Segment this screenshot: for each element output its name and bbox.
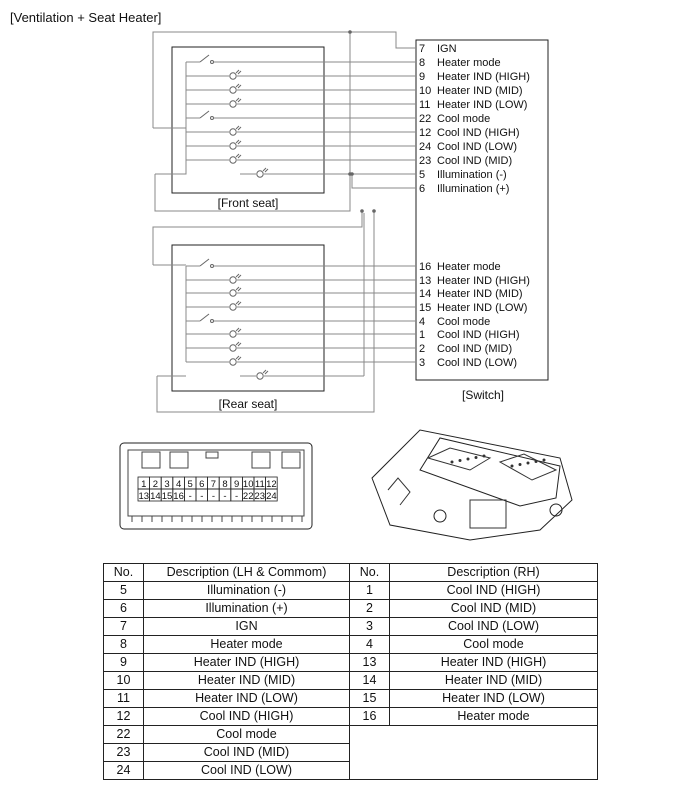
connector-pin-label: 15 [161, 491, 173, 502]
connector-pin-label: 13 [138, 491, 150, 502]
led-ray [238, 99, 241, 102]
cell-no-lh: 9 [104, 654, 144, 672]
connector-pin-label: 2 [152, 479, 159, 490]
rear-seat-label: [Rear seat] [218, 397, 278, 411]
indicator-dot [451, 461, 454, 464]
pin-name: Heater IND (HIGH) [437, 71, 530, 83]
pin-number: 7 [419, 43, 426, 55]
cell-desc-lh: Heater IND (MID) [144, 672, 350, 690]
led-body [230, 87, 236, 93]
led-ray [236, 98, 239, 101]
cell-desc-rh: Heater IND (LOW) [390, 690, 598, 708]
connector-pin-label: 9 [233, 479, 240, 490]
led-icon [230, 126, 241, 135]
pin-description-table [103, 563, 598, 780]
led-body [230, 345, 236, 351]
connector-pin-label: 8 [222, 479, 228, 490]
led-icon [230, 98, 241, 107]
indicator-dot [511, 465, 514, 468]
switch-unit-illustration [372, 430, 572, 540]
switch-blade [200, 259, 209, 266]
cell-desc-rh: Cool IND (LOW) [390, 618, 598, 636]
pin-number: 1 [419, 329, 426, 341]
pin-number: 2 [419, 343, 426, 355]
led-ray [236, 84, 239, 87]
led-ray [238, 71, 241, 74]
led-ray [236, 126, 239, 129]
cell-no-lh: 5 [104, 582, 144, 600]
pin-name: Illumination (-) [437, 169, 507, 181]
pin-name: Cool IND (LOW) [437, 141, 518, 153]
junction-dot [348, 30, 352, 34]
cell-no-lh: 11 [104, 690, 144, 708]
led-icon [230, 287, 241, 296]
pin-number: 14 [419, 288, 432, 300]
cell-no-lh: 24 [104, 762, 144, 780]
cell-desc-rh: Heater mode [390, 708, 598, 726]
cell-desc-rh: Cool IND (MID) [390, 600, 598, 618]
table-row [104, 600, 598, 618]
cell-no-rh: 4 [350, 636, 390, 654]
cell-no-lh: 10 [104, 672, 144, 690]
pin-name: Cool IND (MID) [437, 343, 513, 355]
pin-number: 11 [419, 99, 431, 111]
led-body [230, 157, 236, 163]
led-ray [236, 154, 239, 157]
pin-number: 23 [419, 155, 432, 167]
led-body [230, 304, 236, 310]
header-desc-lh: Description (LH & Commom) [144, 564, 350, 582]
connector-pin-label: 23 [254, 491, 266, 502]
cell-no-rh: 15 [350, 690, 390, 708]
led-icon [230, 70, 241, 79]
switch-blade [200, 111, 209, 118]
led-ray [263, 370, 266, 373]
indicator-dot [519, 463, 522, 466]
led-body [230, 143, 236, 149]
switch-icon [200, 314, 214, 323]
connector-pin-label: - [235, 491, 239, 502]
right-button [500, 454, 556, 480]
pin-name: Heater IND (MID) [437, 288, 523, 300]
table-row [104, 636, 598, 654]
connector-pin-label: 3 [164, 479, 170, 490]
pin-number: 8 [419, 57, 426, 69]
led-ray [238, 155, 241, 158]
table-row [104, 690, 598, 708]
junction-dot [350, 172, 354, 176]
cell-desc-lh: IGN [144, 618, 350, 636]
diagram-heading: [Ventilation + Seat Heater] [10, 10, 162, 25]
led-ray [236, 287, 239, 290]
pin-name: Illumination (+) [437, 183, 510, 195]
cell-no-rh: 14 [350, 672, 390, 690]
pin-number: 10 [419, 85, 432, 97]
connector-pin-label: 5 [187, 479, 193, 490]
table-row [104, 654, 598, 672]
led-icon [230, 84, 241, 93]
led-ray [238, 127, 241, 130]
led-ray [238, 302, 241, 305]
led-ray [265, 169, 268, 172]
led-ray [238, 329, 241, 332]
table-row [104, 618, 598, 636]
pin-name: Cool mode [437, 113, 491, 125]
pin-name: Cool IND (LOW) [437, 357, 518, 369]
switch-label: [Switch] [461, 388, 505, 402]
led-ray [238, 275, 241, 278]
connector-pin-label: 6 [199, 479, 205, 490]
indicator-dot [467, 458, 470, 461]
pin-number: 9 [419, 71, 426, 83]
connector-pin-label: 10 [242, 479, 254, 490]
led-icon [230, 342, 241, 351]
switch-blade [200, 55, 209, 62]
front-seat-label: [Front seat] [217, 196, 279, 210]
led-icon [230, 328, 241, 337]
pin-name: Cool IND (HIGH) [437, 329, 520, 341]
header-desc-rh: Description (RH) [390, 564, 598, 582]
junction-dot [372, 209, 376, 213]
led-icon [230, 301, 241, 310]
pin-number: 12 [419, 127, 432, 139]
cell-no-lh: 8 [104, 636, 144, 654]
led-ray [238, 141, 241, 144]
pin-number: 22 [419, 113, 432, 125]
connector-pin-label: - [211, 491, 215, 502]
led-body [257, 171, 263, 177]
connector-pin-label: 16 [173, 491, 184, 502]
indicator-dot [527, 462, 530, 465]
connector-latch [142, 452, 160, 468]
connector-pin-label: 1 [141, 479, 147, 490]
cell-desc-lh: Heater IND (HIGH) [144, 654, 350, 672]
led-ray [238, 288, 241, 291]
cell-no-lh: 22 [104, 726, 144, 744]
cell-desc-rh: Cool IND (HIGH) [390, 582, 598, 600]
connector-pin-label: - [223, 491, 227, 502]
connector-pin-label: 11 [254, 479, 265, 490]
pin-number: 3 [419, 357, 426, 369]
indicator-dot [475, 456, 478, 459]
mount-screw [434, 510, 446, 522]
led-ray [265, 371, 268, 374]
pin-number: 6 [419, 183, 426, 195]
connector-pin-label: 14 [150, 491, 161, 502]
led-icon [257, 168, 268, 177]
led-icon [230, 154, 241, 163]
switch-contact [211, 320, 214, 323]
led-ray [263, 168, 266, 171]
led-ray [238, 343, 241, 346]
led-body [230, 101, 236, 107]
pin-name: Heater mode [437, 57, 501, 69]
cell-no-rh: 2 [350, 600, 390, 618]
indicator-dot [535, 460, 538, 463]
connector-pin-label: 4 [175, 479, 182, 490]
front-seat-box [172, 47, 324, 193]
table-row [104, 726, 598, 744]
pin-number: 15 [419, 302, 432, 314]
pin-number: 4 [419, 316, 426, 328]
switch-contact [211, 61, 214, 64]
led-ray [238, 357, 241, 360]
switch-top-face [420, 438, 560, 506]
led-ray [236, 328, 239, 331]
led-ray [238, 85, 241, 88]
cell-desc-rh: Heater IND (HIGH) [390, 654, 598, 672]
switch-contact [211, 117, 214, 120]
wire [155, 32, 350, 211]
connector-pin-label: - [200, 491, 204, 502]
cell-desc-lh: Illumination (-) [144, 582, 350, 600]
header-no-lh: No. [104, 564, 144, 582]
table-header-row [104, 564, 598, 582]
connector-pin-label: 24 [266, 491, 277, 502]
connector-key [206, 452, 218, 458]
cell-no-rh: 16 [350, 708, 390, 726]
bracket [388, 478, 410, 505]
connector-latch [282, 452, 300, 468]
table-row [104, 672, 598, 690]
connector-pin-label: - [188, 491, 192, 502]
pin-name: IGN [437, 43, 457, 55]
pin-number: 5 [419, 169, 426, 181]
cell-desc-lh: Cool mode [144, 726, 350, 744]
led-body [230, 129, 236, 135]
switch-icon [200, 111, 214, 120]
cell-no-lh: 12 [104, 708, 144, 726]
header-no-rh: No. [350, 564, 390, 582]
switch-icon [200, 55, 214, 64]
led-ray [236, 70, 239, 73]
led-icon [257, 370, 268, 379]
pin-number: 24 [419, 141, 432, 153]
pin-name: Cool mode [437, 316, 491, 328]
led-body [230, 331, 236, 337]
rear-ign-wire [153, 211, 362, 265]
pin-name: Cool IND (HIGH) [437, 127, 520, 139]
empty-cell [350, 726, 598, 780]
junction-dot [360, 209, 364, 213]
switch-contact [211, 265, 214, 268]
cell-desc-rh: Heater IND (MID) [390, 672, 598, 690]
pin-number: 13 [419, 275, 432, 287]
pin-name: Heater IND (LOW) [437, 99, 528, 111]
cell-desc-lh: Heater mode [144, 636, 350, 654]
pin-name: Heater IND (HIGH) [437, 275, 530, 287]
led-ray [236, 274, 239, 277]
led-ray [236, 140, 239, 143]
led-ray [236, 301, 239, 304]
cell-desc-lh: Cool IND (LOW) [144, 762, 350, 780]
connector-pin-label: 7 [210, 479, 217, 490]
cell-no-lh: 6 [104, 600, 144, 618]
led-ray [236, 342, 239, 345]
switch-housing [372, 430, 572, 540]
connector-latch [252, 452, 270, 468]
cell-desc-rh: Cool mode [390, 636, 598, 654]
wire [155, 160, 186, 174]
switch-icon [200, 259, 214, 268]
led-icon [230, 140, 241, 149]
cell-no-rh: 13 [350, 654, 390, 672]
indicator-dot [483, 455, 486, 458]
led-body [230, 73, 236, 79]
left-button [428, 448, 490, 470]
pin-name: Heater IND (LOW) [437, 302, 528, 314]
cell-no-lh: 23 [104, 744, 144, 762]
led-body [230, 277, 236, 283]
indicator-dot [543, 459, 546, 462]
led-body [257, 373, 263, 379]
mount-screw [550, 504, 562, 516]
cell-no-rh: 3 [350, 618, 390, 636]
led-body [230, 359, 236, 365]
illum-wire [352, 174, 416, 188]
cell-desc-lh: Heater IND (LOW) [144, 690, 350, 708]
table-row [104, 708, 598, 726]
connector-face [120, 443, 312, 529]
connector-pin-label: 22 [242, 491, 254, 502]
led-icon [230, 356, 241, 365]
cell-desc-lh: Cool IND (MID) [144, 744, 350, 762]
pin-name: Cool IND (MID) [437, 155, 513, 167]
rear-illum-wire [157, 211, 374, 412]
indicator-dot [459, 459, 462, 462]
led-ray [236, 356, 239, 359]
switch-connector [470, 500, 506, 528]
cell-desc-lh: Cool IND (HIGH) [144, 708, 350, 726]
switch-blade [200, 314, 209, 321]
ign-wire [153, 32, 416, 128]
cell-no-lh: 7 [104, 618, 144, 636]
led-icon [230, 274, 241, 283]
table-row [104, 582, 598, 600]
led-body [230, 290, 236, 296]
cell-desc-lh: Illumination (+) [144, 600, 350, 618]
pin-name: Heater IND (MID) [437, 85, 523, 97]
connector-pin-label: 12 [266, 479, 277, 490]
pin-number: 16 [419, 261, 432, 273]
pin-name: Heater mode [437, 261, 501, 273]
cell-no-rh: 1 [350, 582, 390, 600]
rear-seat-box [172, 245, 324, 391]
connector-latch [170, 452, 188, 468]
